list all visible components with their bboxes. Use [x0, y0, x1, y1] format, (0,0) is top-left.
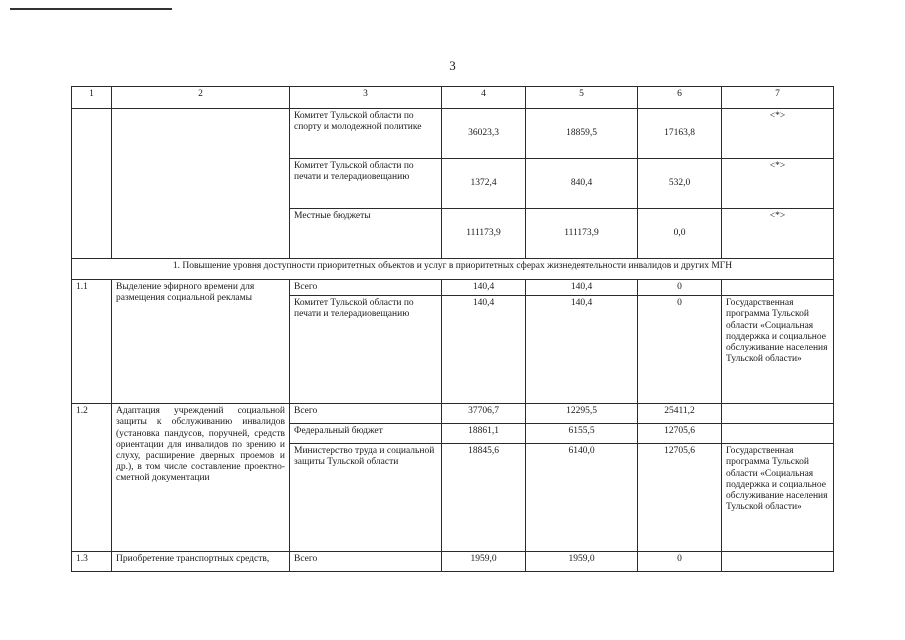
table-row [72, 280, 834, 296]
value-cell: 37706,7 [442, 404, 526, 424]
value-cell: 140,4 [442, 296, 526, 404]
value-cell: 140,4 [526, 296, 638, 404]
value-cell: 18861,1 [442, 424, 526, 444]
note-cell [722, 280, 834, 296]
value-cell: 25411,2 [638, 404, 722, 424]
value-cell: 12295,5 [526, 404, 638, 424]
value-cell: 111173,9 [526, 209, 638, 259]
executor-cell: Комитет Тульской области по печати и телерадиовещанию [290, 159, 442, 209]
page-number: 3 [449, 58, 456, 73]
header-cell: 2 [112, 87, 290, 109]
table-row [72, 109, 834, 159]
value-cell: 12705,6 [638, 444, 722, 552]
header-cell: 7 [722, 87, 834, 109]
executor-cell: Комитет Тульской области по печати и телерадиовещанию [290, 296, 442, 404]
executor-cell: Всего [290, 552, 442, 572]
note-cell: Государственная программа Тульской области «Социальная поддержка и социальное обслуживание населения Тульской области» [722, 296, 834, 404]
value-cell: 1372,4 [442, 159, 526, 209]
item-number: 1.1 [72, 280, 112, 404]
note-cell: Государственная программа Тульской области «Социальная поддержка и социальное обслуживание населения Тульской области» [722, 444, 834, 552]
value-cell: 840,4 [526, 159, 638, 209]
value-cell: 532,0 [638, 159, 722, 209]
note-cell: <*> [722, 109, 834, 159]
program-table [71, 86, 834, 572]
header-cell: 3 [290, 87, 442, 109]
header-cell: 5 [526, 87, 638, 109]
executor-cell: Федеральный бюджет [290, 424, 442, 444]
item-name: Адаптация учреждений социальной защиты к обслуживанию инвалидов (установка пандусов, поручней, средств ориентации для инвалидов по зрению и слуху, расширение дверных проемов и др.), в том числе составление проектно-сметной документации [112, 404, 290, 552]
value-cell: 1959,0 [442, 552, 526, 572]
executor-cell: Всего [290, 404, 442, 424]
section-title: 1. Повышение уровня доступности приоритетных объектов и услуг в приоритетных сферах жизнедеятельности инвалидов и других МГН [72, 259, 834, 280]
value-cell: 6140,0 [526, 444, 638, 552]
item-number: 1.2 [72, 404, 112, 552]
empty-num-cell [72, 109, 112, 259]
value-cell: 1959,0 [526, 552, 638, 572]
value-cell: 17163,8 [638, 109, 722, 159]
value-cell: 18859,5 [526, 109, 638, 159]
top-rule [10, 8, 172, 10]
header-row [72, 87, 834, 109]
item-name: Приобретение транспортных средств, [112, 552, 290, 572]
note-cell: <*> [722, 159, 834, 209]
executor-cell: Местные бюджеты [290, 209, 442, 259]
item-name: Выделение эфирного времени для размещения социальной рекламы [112, 280, 290, 404]
empty-name-cell [112, 109, 290, 259]
header-cell: 1 [72, 87, 112, 109]
header-cell: 6 [638, 87, 722, 109]
value-cell: 36023,3 [442, 109, 526, 159]
value-cell: 111173,9 [442, 209, 526, 259]
value-cell: 0 [638, 552, 722, 572]
executor-cell: Комитет Тульской области по спорту и молодежной политике [290, 109, 442, 159]
value-cell: 0 [638, 280, 722, 296]
value-cell: 140,4 [526, 280, 638, 296]
table-row [72, 552, 834, 572]
note-cell [722, 404, 834, 424]
value-cell: 18845,6 [442, 444, 526, 552]
table-row [72, 404, 834, 424]
section-row [72, 259, 834, 280]
note-cell [722, 424, 834, 444]
item-number: 1.3 [72, 552, 112, 572]
value-cell: 140,4 [442, 280, 526, 296]
value-cell: 0,0 [638, 209, 722, 259]
note-cell: <*> [722, 209, 834, 259]
value-cell: 12705,6 [638, 424, 722, 444]
value-cell: 6155,5 [526, 424, 638, 444]
note-cell [722, 552, 834, 572]
value-cell: 0 [638, 296, 722, 404]
executor-cell: Всего [290, 280, 442, 296]
header-cell: 4 [442, 87, 526, 109]
executor-cell: Министерство труда и социальной защиты Тульской области [290, 444, 442, 552]
